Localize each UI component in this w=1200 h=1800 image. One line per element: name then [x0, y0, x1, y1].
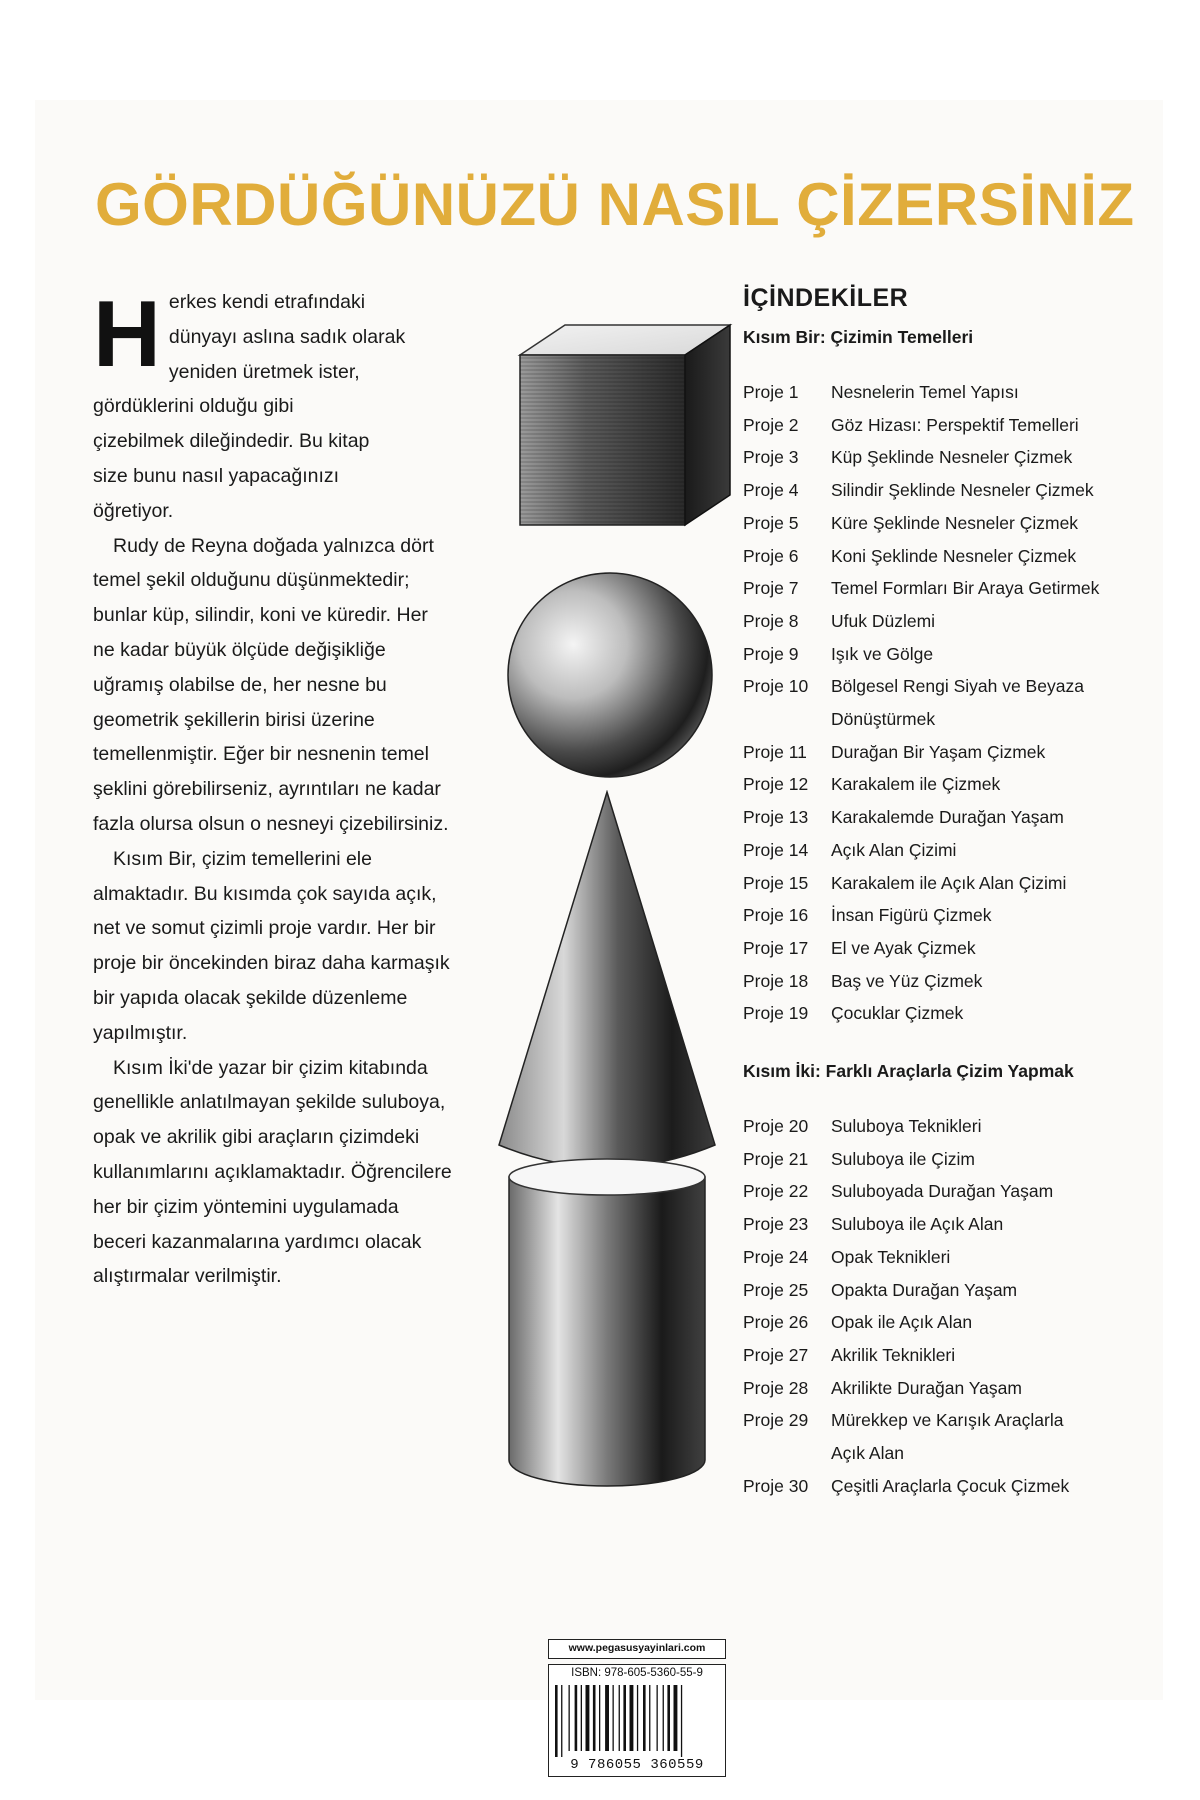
barcode-bar — [657, 1685, 658, 1751]
toc-entry-number: Proje 11 — [743, 741, 807, 762]
intro-line: dünyayı aslına sadık olarak — [168, 325, 406, 348]
barcode-bar — [674, 1685, 678, 1751]
toc-entry — [743, 409, 1143, 442]
barcode-bar — [623, 1685, 626, 1751]
toc-entry-title: Nesnelerin Temel Yapısı — [831, 382, 1019, 402]
barcode-bar — [649, 1685, 650, 1751]
toc-entry — [743, 1306, 1143, 1339]
toc-heading: İÇİNDEKİLER — [743, 284, 909, 312]
toc-entry-number: Proje 18 — [743, 970, 809, 991]
toc-entry-number: Proje 25 — [743, 1279, 809, 1300]
part-2-list — [743, 1110, 1143, 1502]
intro-line: erkes kendi etrafındaki — [168, 291, 366, 313]
toc-entry-number: Proje 3 — [743, 447, 799, 468]
toc-entry — [743, 1372, 1143, 1405]
toc-entry-number: Proje 21 — [743, 1148, 809, 1169]
toc-entry-title: Silindir Şeklinde Nesneler Çizmek — [831, 480, 1094, 501]
toc-entry-title: Göz Hizası: Perspektif Temelleri — [831, 414, 1079, 435]
toc-entry — [743, 801, 1143, 834]
toc-entry — [743, 867, 1143, 900]
toc-entry — [743, 1470, 1143, 1503]
intro-line: size bunu nasıl yapacağınızı — [93, 464, 340, 487]
intro-text — [93, 281, 453, 1294]
toc-entry — [743, 997, 1143, 1030]
toc-entry-number: Proje 13 — [743, 807, 809, 828]
toc-entry-title: Karakalem ile Çizmek — [831, 774, 1001, 795]
toc-entry — [743, 1404, 1143, 1469]
drop-cap: H — [93, 281, 161, 386]
barcode-bar — [586, 1685, 590, 1751]
barcode-bar — [599, 1685, 600, 1751]
toc-entry — [743, 441, 1143, 474]
barcode-bar — [569, 1685, 570, 1751]
toc-entry-title: Suluboya ile Açık Alan — [831, 1214, 1004, 1235]
toc-entry-number: Proje 4 — [743, 480, 799, 501]
barcode-bars — [555, 1685, 719, 1757]
back-cover — [35, 100, 1163, 1773]
toc-entry — [743, 572, 1143, 605]
toc-entry-number: Proje 2 — [743, 414, 799, 435]
toc-entry-number: Proje 12 — [743, 774, 809, 795]
toc-entry — [743, 1241, 1143, 1274]
toc-entry-title: Suluboya Teknikleri — [831, 1116, 982, 1137]
toc-entry-number: Proje 6 — [743, 545, 799, 566]
barcode-bar — [681, 1685, 682, 1757]
toc-entry-number: Proje 1 — [743, 382, 799, 402]
toc-entry-title: Ufuk Düzlemi — [831, 610, 936, 631]
toc-entry-number: Proje 8 — [743, 610, 799, 631]
toc-entry — [743, 1208, 1143, 1241]
toc-entry-title: Baş ve Yüz Çizmek — [831, 970, 983, 991]
table-of-contents — [743, 280, 1143, 1503]
barcode-bar — [555, 1685, 558, 1757]
toc-entry — [743, 899, 1143, 932]
toc-entry — [743, 736, 1143, 769]
intro-line: çizebilmek dileğindedir. Bu kitap — [93, 430, 370, 453]
barcode-bar — [581, 1685, 582, 1751]
intro-paragraph-2: Rudy de Reyna doğada yalnızca dört temel şekil olduğunu düşünmektedir; bunlar küp, silindir, koni ve küredir. Her ne kadar büyük ölçüde değişikliğe uğramış olabilse de, her nesne bu geometrik şekillerin birisi üzerine temellenmiştir. Eğer bir nesnenin temel şeklini görebilirseniz, ayrıntıları ne kadar fazla olursa olsun o nesneyi çizebilirsiniz. — [93, 534, 449, 835]
toc-entry — [743, 1110, 1143, 1143]
toc-entry — [743, 965, 1143, 998]
barcode-bar — [643, 1685, 646, 1751]
toc-entry-number: Proje 7 — [743, 578, 799, 599]
toc-entry — [743, 834, 1143, 867]
toc-entry-title: Çocuklar Çizmek — [831, 1003, 964, 1024]
toc-entry — [743, 474, 1143, 507]
toc-entry-number: Proje 26 — [743, 1312, 809, 1333]
barcode-bar — [637, 1685, 638, 1751]
toc-entry-number: Proje 19 — [743, 1003, 809, 1024]
barcode-bar — [613, 1685, 614, 1751]
barcode-digits: 9 786055 360559 — [570, 1757, 704, 1773]
toc-entry-number: Proje 29 — [743, 1410, 809, 1431]
barcode-bar — [667, 1685, 670, 1751]
intro-line: yeniden üretmek ister, — [168, 360, 360, 383]
toc-entry-number: Proje 20 — [743, 1116, 809, 1137]
part-2-title: Kısım İki: Farklı Araçlarla Çizim Yapmak — [743, 1061, 1074, 1082]
toc-entry — [743, 768, 1143, 801]
toc-entry-number: Proje 28 — [743, 1377, 809, 1398]
barcode-bar — [663, 1685, 664, 1751]
toc-entry — [743, 540, 1143, 573]
sphere-drawing — [490, 555, 730, 795]
toc-entry — [743, 1274, 1143, 1307]
toc-entry-number: Proje 16 — [743, 905, 809, 926]
toc-entry — [743, 1339, 1143, 1372]
toc-entry-number: Proje 24 — [743, 1246, 809, 1267]
toc-entry-number: Proje 30 — [743, 1475, 809, 1496]
part-1-list — [743, 376, 1143, 1030]
toc-entry-title: Küp Şeklinde Nesneler Çizmek — [831, 447, 1073, 468]
toc-entry — [743, 1175, 1143, 1208]
barcode-bar — [593, 1685, 596, 1751]
toc-entry — [743, 932, 1143, 965]
toc-entry-title: El ve Ayak Çizmek — [831, 937, 976, 958]
toc-entry-title: Işık ve Gölge — [831, 643, 934, 664]
toc-entry-number: Proje 14 — [743, 839, 809, 860]
cone-drawing — [495, 790, 720, 1190]
toc-entry — [743, 507, 1143, 540]
toc-entry-number: Proje 22 — [743, 1181, 809, 1202]
toc-entry — [743, 670, 1143, 735]
toc-entry-title: İnsan Figürü Çizmek — [831, 905, 992, 926]
intro-line: gördüklerini olduğu gibi — [93, 395, 294, 418]
cover-title: GÖRDÜĞÜNÜZÜ NASIL ÇİZERSİNİZ — [95, 171, 1135, 238]
toc-entry — [743, 1143, 1143, 1176]
barcode-block — [548, 1639, 726, 1777]
toc-entry-number: Proje 15 — [743, 872, 809, 893]
toc-entry-title: Karakalem ile Açık Alan Çizimi — [831, 872, 1067, 893]
barcode-bar — [575, 1685, 578, 1751]
toc-entry-title: Temel Formları Bir Araya Getirmek — [831, 578, 1100, 599]
toc-entry-title: Çeşitli Araçlarla Çocuk Çizmek — [831, 1475, 1070, 1496]
intro-line: öğretiyor. — [93, 499, 174, 522]
barcode-bar — [605, 1685, 609, 1751]
isbn-label: ISBN: 978-605-5360-55-9 — [571, 1667, 703, 1679]
toc-entry-title: Akrilik Teknikleri — [831, 1344, 956, 1365]
toc-entry-number: Proje 17 — [743, 937, 809, 958]
toc-entry-title: Opakta Durağan Yaşam — [831, 1279, 1018, 1300]
cylinder-drawing — [505, 1155, 710, 1490]
barcode-bar — [561, 1685, 562, 1757]
toc-entry-title: Mürekkep ve Karışık Araçlarla Açık Alan — [831, 1410, 1064, 1464]
barcode-bar — [630, 1685, 634, 1751]
toc-entry-title: Durağan Bir Yaşam Çizmek — [831, 741, 1046, 762]
publisher-url: www.pegasusyayinlari.com — [548, 1639, 726, 1659]
toc-entry — [743, 638, 1143, 671]
toc-entry-number: Proje 10 — [743, 676, 809, 697]
toc-entry-title: Açık Alan Çizimi — [831, 839, 957, 860]
cube-drawing — [485, 320, 745, 530]
toc-entry-number: Proje 23 — [743, 1214, 809, 1235]
toc-entry-title: Bölgesel Rengi Siyah ve Beyaza Dönüştürmek — [831, 676, 1084, 730]
toc-entry-number: Proje 5 — [743, 512, 799, 533]
toc-entry-title: Opak Teknikleri — [831, 1246, 951, 1267]
toc-entry-number: Proje 27 — [743, 1344, 809, 1365]
toc-entry-title: Karakalemde Durağan Yaşam — [831, 807, 1064, 828]
part-1-title: Kısım Bir: Çizimin Temelleri — [743, 327, 974, 347]
toc-entry-title: Küre Şeklinde Nesneler Çizmek — [831, 512, 1079, 533]
toc-entry-title: Akrilikte Durağan Yaşam — [831, 1377, 1022, 1398]
toc-entry-title: Opak ile Açık Alan — [831, 1312, 973, 1333]
toc-entry-title: Suluboyada Durağan Yaşam — [831, 1181, 1054, 1202]
toc-entry — [743, 376, 1143, 409]
toc-entry-title: Koni Şeklinde Nesneler Çizmek — [831, 545, 1077, 566]
intro-paragraph-4: Kısım İki'de yazar bir çizim kitabında genellikle anlatılmayan şekilde suluboya, opak ve akrilik gibi araçların çizimdeki kullanımlarını açıklamaktadır. Öğrencilere her bir çizim yöntemini uygulamada beceri kazanmalarına yardımcı olacak alıştırmalar verilmiştir. — [93, 1056, 452, 1288]
barcode-box — [548, 1664, 726, 1777]
intro-paragraph-1 — [93, 281, 453, 529]
toc-entry-number: Proje 9 — [743, 643, 799, 664]
intro-paragraph-3: Kısım Bir, çizim temellerini ele almaktadır. Bu kısımda çok sayıda açık, net ve somut çizimli proje vardır. Her bir proje bir öncekinden biraz daha karmaşık bir yapıda olacak şekilde düzenleme yapılmıştır. — [93, 847, 450, 1044]
barcode-bar — [619, 1685, 620, 1751]
toc-entry — [743, 605, 1143, 638]
toc-entry-title: Suluboya ile Çizim — [831, 1148, 975, 1169]
